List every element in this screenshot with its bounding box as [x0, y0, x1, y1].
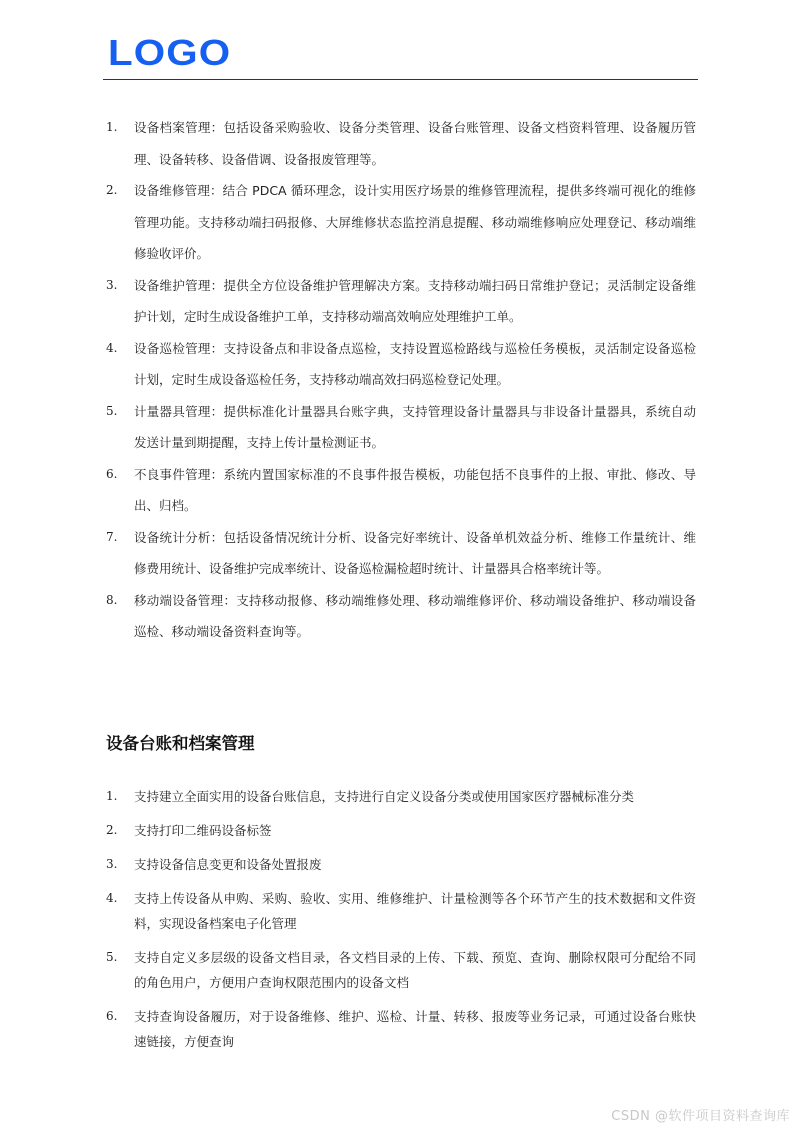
list-item-text: 支持建立全面实用的设备台账信息，支持进行自定义设备分类或使用国家医疗器械标准分类	[134, 789, 635, 804]
list-item	[0, 396, 696, 459]
list-item-text: 设备统计分析：包括设备情况统计分析、设备完好率统计、设备单机效益分析、维修工作量统计、维修费用统计、设备维护完成率统计、设备巡检漏检超时统计、计量器具合格率统计等。	[134, 529, 696, 576]
list-item	[0, 886, 696, 936]
list-item-number: 1.	[106, 789, 118, 803]
list-item-number: 1.	[106, 120, 118, 134]
list-item	[0, 175, 696, 270]
list-item-number: 3.	[106, 277, 118, 292]
list-item-number: 2.	[106, 823, 118, 837]
list-item-text: 设备档案管理：包括设备采购验收、设备分类管理、设备台账管理、设备文档资料管理、设备履历管理、设备转移、设备借调、设备报废管理等。	[134, 120, 696, 167]
ledger-feature-list	[0, 784, 800, 1063]
watermark: CSDN @软件项目资料查询库	[611, 1109, 790, 1124]
list-item	[0, 112, 696, 175]
list-item-number: 4.	[106, 891, 118, 905]
list-item-number: 7.	[106, 529, 118, 544]
list-item	[0, 945, 696, 995]
list-item-number: 6.	[106, 1009, 118, 1023]
header-divider	[103, 79, 698, 80]
list-item	[0, 852, 696, 877]
list-item-text: 设备维护管理：提供全方位设备维护管理解决方案。支持移动端扫码日常维护登记；灵活制定设备维护计划，定时生成设备维护工单，支持移动端高效响应处理维护工单。	[134, 277, 696, 324]
list-item-text: 支持打印二维码设备标签	[134, 823, 272, 838]
list-item-number: 8.	[106, 592, 118, 607]
list-item-text: 计量器具管理：提供标准化计量器具台账字典，支持管理设备计量器具与非设备计量器具，系统自动发送计量到期提醒，支持上传计量检测证书。	[134, 403, 696, 450]
list-item-text: 支持上传设备从申购、采购、验收、实用、维修维护、计量检测等各个环节产生的技术数据和文件资料，实现设备档案电子化管理	[134, 891, 696, 931]
list-item	[0, 585, 696, 648]
list-item-text: 设备维修管理：结合 PDCA 循环理念，设计实用医疗场景的维修管理流程，提供多终端可视化的维修管理功能。支持移动端扫码报修、大屏维修状态监控消息提醒、移动端维修响应处理登记、移动端维修验收评价。	[134, 183, 696, 261]
list-item-number: 6.	[106, 466, 118, 481]
list-item	[0, 784, 696, 809]
logo: LOGO	[108, 32, 232, 73]
list-item	[0, 522, 696, 585]
list-item-number: 2.	[106, 183, 118, 197]
list-item-text: 支持设备信息变更和设备处置报废	[134, 857, 322, 872]
list-item	[0, 818, 696, 843]
list-item-text: 设备巡检管理：支持设备点和非设备点巡检，支持设置巡检路线与巡检任务模板，灵活制定设备巡检计划，定时生成设备巡检任务，支持移动端高效扫码巡检登记处理。	[134, 340, 696, 387]
list-item-number: 5.	[106, 403, 118, 418]
list-item-number: 3.	[106, 857, 118, 871]
list-item	[0, 459, 696, 522]
list-item-text: 不良事件管理：系统内置国家标准的不良事件报告模板，功能包括不良事件的上报、审批、修改、导出、归档。	[134, 466, 696, 513]
list-item	[0, 270, 696, 333]
list-item-text: 支持查询设备履历，对于设备维修、维护、巡检、计量、转移、报废等业务记录，可通过设备台账快速链接，方便查询	[134, 1009, 696, 1049]
list-item-text: 支持自定义多层级的设备文档目录，各文档目录的上传、下载、预览、查询、删除权限可分配给不同的角色用户，方便用户查询权限范围内的设备文档	[134, 950, 696, 990]
list-item-number: 4.	[106, 340, 118, 355]
list-item-text: 移动端设备管理：支持移动报修、移动端维修处理、移动端维修评价、移动端设备维护、移动端设备巡检、移动端设备资料查询等。	[134, 592, 696, 639]
list-item	[0, 1004, 696, 1054]
section-title: 设备台账和档案管理	[106, 734, 255, 753]
list-item-number: 5.	[106, 950, 118, 964]
list-item	[0, 333, 696, 396]
function-list	[0, 112, 800, 648]
